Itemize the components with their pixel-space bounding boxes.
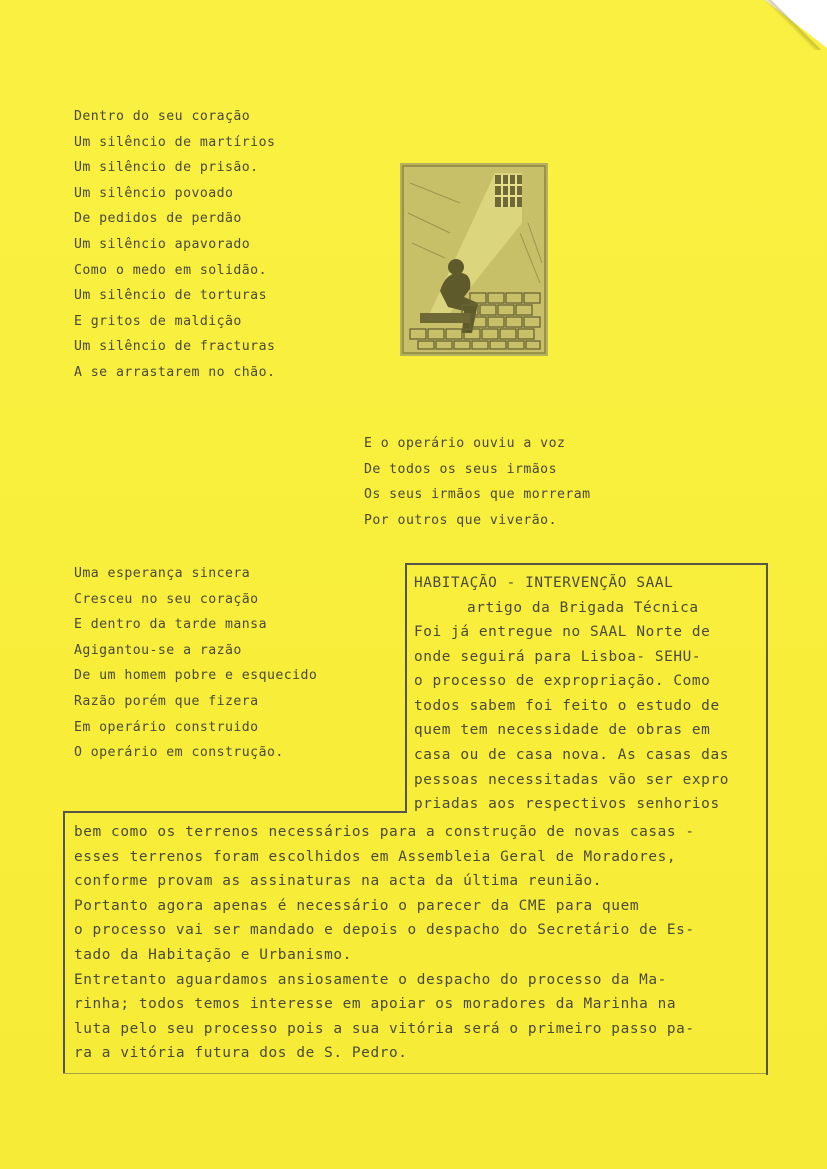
poem-line: A se arrastarem no chão. — [74, 364, 276, 380]
poem-line: Uma esperança sincera — [74, 566, 251, 581]
poem-line: De pedidos de perdão — [74, 211, 242, 227]
article-line: Portanto agora apenas é necessário o parecer da CME para quem — [74, 897, 640, 914]
poem-line: Como o medo em solidão. — [74, 262, 267, 278]
article-line: rinha; todos temos interesse em apoiar os moradores da Marinha na — [74, 996, 677, 1013]
poem-line: Por outros que viverão. — [364, 512, 557, 528]
poem-line: Um silêncio de torturas — [74, 288, 267, 304]
poem-line: Um silêncio povoado — [74, 185, 234, 201]
prisoner-woodcut-illustration — [400, 163, 548, 356]
poem-line: E gritos de maldição — [74, 313, 242, 329]
poem-line: Cresceu no seu coração — [74, 591, 259, 607]
poem-line: E dentro da tarde mansa — [74, 617, 267, 633]
article-line: pessoas necessitadas vão ser expro — [414, 771, 729, 788]
article-title: HABITAÇÃO - INTERVENÇÃO SAAL — [414, 575, 674, 591]
poem-line: Dentro do seu coração — [74, 109, 251, 124]
poem-stanza-hope — [74, 561, 317, 766]
article-line: todos sabem foi feito o estudo de — [414, 697, 720, 714]
article-line: casa ou de casa nova. As casas das — [414, 746, 729, 763]
article-line: Foi já entregue no SAAL Norte de — [414, 624, 711, 640]
article-line: ra a vitória futura dos de S. Pedro. — [74, 1045, 408, 1062]
article-line: Entretanto aguardamos ansiosamente o despacho do processo da Ma- — [74, 971, 667, 988]
poem-line: Em operário construido — [74, 719, 259, 735]
poem-line: Os seus irmãos que morreram — [364, 487, 591, 503]
poem-line: Um silêncio de fracturas — [74, 339, 276, 355]
article-line: esses terrenos foram escolhidos em Assembleia Geral de Moradores, — [74, 848, 677, 865]
article-line: onde seguirá para Lisboa- SEHU- — [414, 648, 702, 665]
article-line: o processo de expropriação. Como — [414, 673, 711, 690]
poem-line: Um silêncio apavorado — [74, 236, 251, 252]
poem-line: Agigantou-se a razão — [74, 642, 242, 658]
article-line: quem tem necessidade de obras em — [414, 722, 711, 739]
article-lower-column — [74, 820, 764, 1066]
poem-line: Um silêncio de martírios — [74, 134, 276, 150]
poem-line: Um silêncio de prisão. — [74, 160, 259, 176]
poem-stanza-silence — [74, 104, 275, 386]
poem-line: O operário em construção. — [74, 745, 284, 761]
article-line: luta pelo seu processo pois a sua vitória será o primeiro passo pa- — [74, 1020, 695, 1037]
article-subtitle: artigo da Brigada Técnica — [467, 600, 699, 616]
article-upper-column — [414, 570, 764, 817]
article-line: o processo vai ser mandado e depois o despacho do Secretário de Es- — [74, 922, 695, 939]
poem-line: De todos os seus irmãos — [364, 461, 557, 477]
poem-line: De um homem pobre e esquecido — [74, 668, 318, 684]
article-line: conforme provam as assinaturas na acta da última reunião. — [74, 873, 603, 890]
folded-corner-shadow — [763, 0, 827, 50]
article-line: priadas aos respectivos senhorios — [414, 796, 720, 813]
article-line: bem como os terrenos necessários para a construção de novas casas - — [74, 824, 695, 840]
poem-line: Razão porém que fizera — [74, 693, 259, 709]
poem-line: E o operário ouviu a voz — [364, 436, 566, 451]
article-line: tado da Habitação e Urbanismo. — [74, 946, 352, 963]
poem-stanza-brothers — [364, 431, 591, 533]
